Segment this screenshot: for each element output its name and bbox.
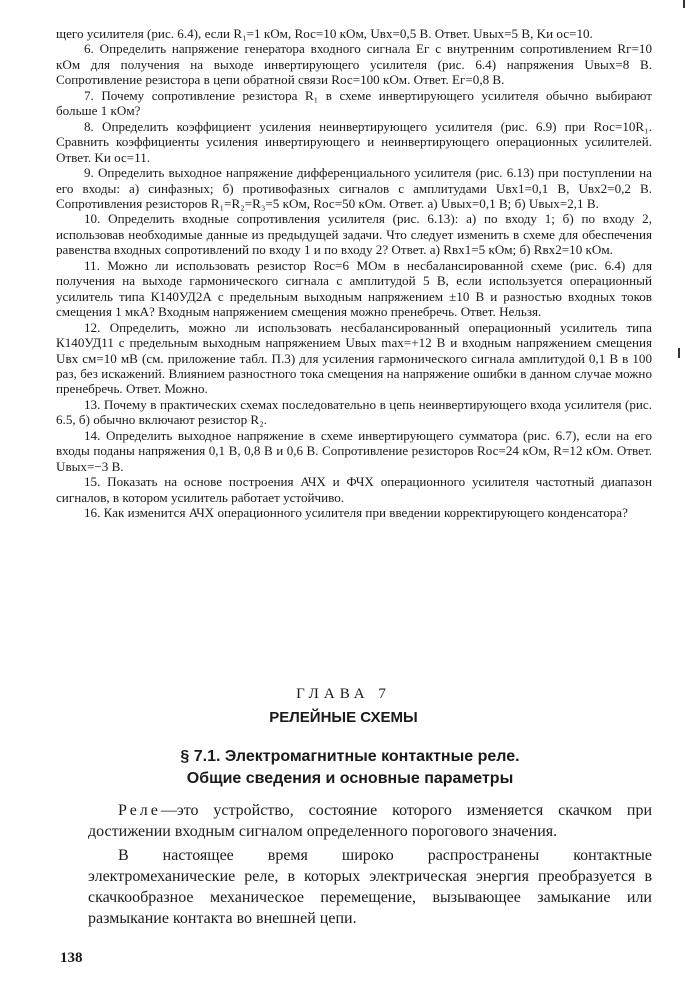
section-heading-line-2: Общие сведения и основные параметры: [186, 770, 514, 787]
exercise-9: 9. Определить выходное напряжение дифференциального усилителя (рис. 6.13) при поступлении на его входы: а) синфазных; б) противофазных сигналов с амплитудами Uвх1=0,1 В, Uвх2=0,2 В. Сопротивления резисторов R₁=R₂=R₃=5 кОм, Rос=50 кОм. Ответ. а) Uвых=0,1 В; б) Uвых=2,1 В.: [56, 165, 652, 211]
section-heading-line-1: § 7.1. Электромагнитные контактные реле.: [180, 748, 520, 765]
scan-margin-mark: [678, 348, 680, 358]
exercise-7: 7. Почему сопротивление резистора R₁ в схеме инвертирующего усилителя обычно выбирают больше 1 кОм?: [56, 87, 652, 119]
exercise-16: 16. Как изменится АЧХ операционного усилителя при введении корректирующего конденсатора?: [84, 505, 628, 521]
exercise-15: 15. Показать на основе построения АЧХ и ФЧХ операционного усилителя частотный диапазон сигналов, в котором усилитель работает устойчиво.: [56, 474, 652, 505]
chapter-title: РЕЛЕЙНЫЕ СХЕМЫ: [269, 709, 418, 726]
exercise-11: 11. Можно ли использовать резистор Rос=6 МОм в несбалансированной схеме (рис. 6.4) для получения на выходе гармонического сигнала с амплитудой 5 В, если используется операционный усилитель типа К140УД2А с предельным выходным напряжением ±10 В и разностью входных токов смещения 1 мкА? Входным напряжением смещения можно пренебречь. Ответ. Нельзя.: [56, 257, 652, 320]
exercise-10: 10. Определить входные сопротивления усилителя (рис. 6.13): а) по входу 1; б) по входу 2, использовав необходимые данные из предыдущей задачи. Что следует изменить в схеме для обеспечения равенства входных сопротивлений по входу 1 и по входу 2? Ответ. а) Rвх1=5 кОм; б) Rвх2=10 кОм.: [56, 211, 652, 258]
definition-text: —это устройство, состояние которого изменяется скачком при достижении входным сигналом определенного порогового значения.: [88, 802, 652, 840]
exercise-13: 13. Почему в практических схемах последовательно в цепь неинвертирующего входа усилителя (рис. 6.5, б) обычно включают резистор R₂.: [56, 396, 652, 428]
paragraph-relay-types: В настоящее время широко распространены контактные электромеханические реле, в которых электрическая энергия преобразуется в скачкообразное механическое перемещение, вызывающее замыкание или размыкание контакта во внешней цепи.: [88, 847, 652, 927]
scan-edge-mark: [683, 0, 685, 8]
exercise-list: [56, 26, 652, 521]
body-text: [88, 800, 652, 932]
paragraph-definition: [88, 800, 652, 842]
exercise-14: 14. Определить выходное напряжение в схеме инвертирующего сумматора (рис. 6.7), если на его входы поданы напряжения 0,1 В, 0,8 В и 0,6 В. Сопротивление резисторов Rос=24 кОм, R=12 кОм. Ответ. Uвых=−3 В.: [56, 427, 652, 474]
defined-term: Реле: [118, 802, 161, 819]
exercise-8: 8. Определить коэффициент усиления неинвертирующего усилителя (рис. 6.9) при Rос=10R₁. Сравнить коэффициенты усиления инвертирующего и неинвертирующего операционных усилителей. Ответ. Kи ос=11.: [56, 118, 652, 165]
exercise-continuation: щего усилителя (рис. 6.4), если R₁=1 кОм, Rос=10 кОм, Uвх=0,5 В. Ответ. Uвых=5 В, Kи ос=10.: [56, 26, 593, 41]
chapter-label: ГЛАВА 7: [296, 686, 391, 702]
page-number: 138: [60, 950, 83, 966]
exercise-12: 12. Определить, можно ли использовать несбалансированный операционный усилитель типа К140УД11 с предельным выходным напряжением Uвых max=+12 В и входным напряжением смещения Uвх см=10 мВ (см. приложение табл. П.3) для усиления гармонического сигнала амплитудой 0,1 В в 100 раз, без искажений. Влиянием разностного тока смещения на напряжение ошибки в данном случае можно пренебречь. Ответ. Можно.: [56, 319, 652, 397]
section-heading: [0, 746, 687, 790]
exercise-6: 6. Определить напряжение генератора входного сигнала Eг с внутренним сопротивлением Rг=10 кОм для получения на выходе инвертирующего усилителя (рис. 6.4) напряжения Uвых=8 В. Сопротивление резистора в цепи обратной связи Rос=100 кОм. Ответ. Eг=0,8 В.: [56, 41, 652, 88]
